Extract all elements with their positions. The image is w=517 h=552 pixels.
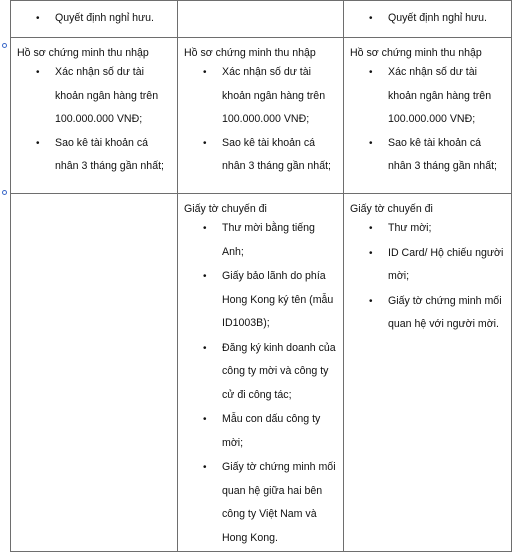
bullet-icon: • bbox=[203, 271, 207, 282]
table-row-retirement bbox=[11, 1, 512, 38]
bullet-icon: • bbox=[203, 462, 207, 473]
table-cell[interactable] bbox=[11, 1, 178, 38]
list-item: • ID Card/ Hộ chiếu người mời; bbox=[350, 242, 505, 289]
row-anchor-marker bbox=[2, 190, 7, 195]
table-cell[interactable] bbox=[11, 194, 178, 552]
bullet-icon: • bbox=[369, 67, 373, 78]
bullet-icon: • bbox=[203, 223, 207, 234]
list-item: • Thư mời; bbox=[350, 217, 505, 241]
table-cell[interactable] bbox=[344, 1, 512, 38]
requirements-table bbox=[10, 0, 512, 552]
bullet-icon: • bbox=[203, 67, 207, 78]
table-cell[interactable] bbox=[344, 38, 512, 194]
list-item: • Xác nhận số dư tài khoản ngân hàng trên 100.000.000 VNĐ; bbox=[350, 61, 505, 132]
table-cell[interactable] bbox=[178, 1, 344, 38]
section-title: Hồ sơ chứng minh thu nhập bbox=[17, 47, 149, 59]
bullet-icon: • bbox=[203, 137, 207, 149]
table-cell[interactable] bbox=[178, 194, 344, 552]
list-item: • Sao kê tài khoản cá nhân 3 tháng gần nhất; bbox=[17, 132, 171, 179]
list-item: • Giấy tờ chứng minh mối quan hệ với người mời. bbox=[350, 290, 505, 337]
table-row-income-proof bbox=[11, 38, 512, 194]
table-cell[interactable] bbox=[344, 194, 512, 552]
bullet-icon: • bbox=[369, 247, 373, 259]
list-item: • Sao kê tài khoản cá nhân 3 tháng gần nhất; bbox=[350, 132, 505, 179]
bullet-icon: • bbox=[36, 67, 40, 78]
bullet-icon: • bbox=[369, 13, 373, 24]
list-item: • Đăng ký kinh doanh của công ty mời và công ty cử đi công tác; bbox=[184, 337, 337, 408]
section-title: Hồ sơ chứng minh thu nhập bbox=[350, 47, 482, 59]
list-item: • Xác nhận số dư tài khoản ngân hàng trên 100.000.000 VNĐ; bbox=[17, 61, 171, 132]
table-row-travel-documents bbox=[11, 194, 512, 552]
bullet-icon: • bbox=[203, 342, 207, 354]
list-item: • Sao kê tài khoản cá nhân 3 tháng gần nhất; bbox=[184, 132, 337, 179]
list-item: • Quyết định nghỉ hưu. bbox=[350, 7, 505, 31]
list-item: • Quyết định nghỉ hưu. bbox=[17, 7, 171, 31]
row-anchor-marker bbox=[2, 43, 7, 48]
section-title: Giấy tờ chuyến đi bbox=[184, 203, 267, 215]
table-cell[interactable] bbox=[178, 38, 344, 194]
bullet-icon: • bbox=[203, 414, 207, 425]
bullet-icon: • bbox=[369, 137, 373, 149]
list-item: • Mẫu con dấu công ty mời; bbox=[184, 408, 337, 455]
list-item: • Giấy tờ chứng minh mối quan hệ giữa hai bên công ty Việt Nam và Hong Kong. bbox=[184, 456, 337, 550]
bullet-icon: • bbox=[369, 223, 373, 234]
bullet-icon: • bbox=[36, 13, 40, 24]
list-item: • Xác nhận số dư tài khoản ngân hàng trên 100.000.000 VNĐ; bbox=[184, 61, 337, 132]
list-item: • Giấy bảo lãnh do phía Hong Kong ký tên (mẫu ID1003B); bbox=[184, 265, 337, 336]
bullet-icon: • bbox=[369, 295, 373, 307]
table-cell[interactable] bbox=[11, 38, 178, 194]
bullet-icon: • bbox=[36, 137, 40, 149]
section-title: Giấy tờ chuyến đi bbox=[350, 203, 433, 215]
section-title: Hồ sơ chứng minh thu nhập bbox=[184, 47, 316, 59]
list-item: • Thư mời bằng tiếng Anh; bbox=[184, 217, 337, 264]
